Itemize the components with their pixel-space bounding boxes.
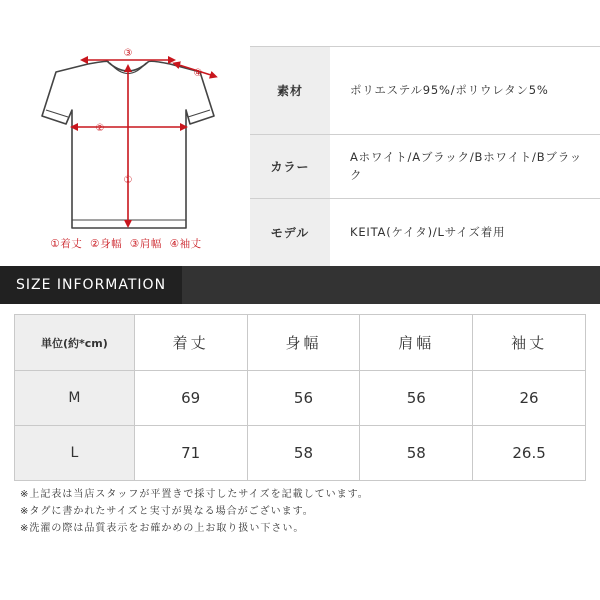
spec-table	[250, 46, 600, 267]
tshirt-outline	[0, 0, 250, 235]
size-table-header	[15, 315, 586, 371]
legend-length: ①着丈	[50, 238, 83, 250]
garment-diagram	[0, 0, 250, 262]
header-shoulder: 肩幅	[360, 315, 473, 371]
legend-width: ②身幅	[90, 238, 123, 250]
size-information-title: SIZE INFORMATION	[0, 266, 182, 304]
spec-row-color	[250, 135, 600, 199]
table-cell: 26.5	[473, 426, 586, 481]
table-cell: 56	[360, 371, 473, 426]
header-width: 身幅	[247, 315, 360, 371]
header-length: 着丈	[134, 315, 247, 371]
marker-width: ②	[95, 123, 105, 134]
size-label: L	[15, 426, 135, 481]
marker-length: ①	[123, 175, 133, 186]
spec-label: モデル	[250, 199, 330, 266]
table-cell: 58	[247, 426, 360, 481]
spec-label: カラー	[250, 135, 330, 198]
header-sleeve: 袖丈	[473, 315, 586, 371]
table-cell: 26	[473, 371, 586, 426]
spec-row-material	[250, 47, 600, 135]
size-label: M	[15, 371, 135, 426]
diagram-legend	[2, 236, 250, 251]
spec-value: ポリエステル95%/ポリウレタン5%	[350, 82, 549, 97]
table-cell: 58	[360, 426, 473, 481]
size-bar-tail	[182, 266, 600, 304]
notes	[20, 486, 590, 537]
spec-label: 素材	[250, 47, 330, 134]
unit-label: 単位(約*cm)	[15, 315, 135, 371]
spec-value: Aホワイト/Aブラック/Bホワイト/Bブラック	[350, 150, 583, 182]
note-line: ※洗濯の際は品質表示をお確かめの上お取り扱い下さい。	[20, 523, 305, 534]
marker-shoulder: ③	[123, 48, 133, 59]
table-row	[15, 426, 586, 481]
note-line: ※タグに書かれたサイズと実寸が異なる場合がございます。	[20, 506, 314, 517]
note-line: ※上記表は当店スタッフが平置きで採寸したサイズを記載しています。	[20, 489, 369, 500]
spec-row-model	[250, 199, 600, 267]
size-table	[14, 314, 586, 481]
marker-sleeve: ④	[193, 68, 203, 79]
legend-sleeve: ④袖丈	[169, 238, 202, 250]
table-row	[15, 371, 586, 426]
table-cell: 71	[134, 426, 247, 481]
table-cell: 56	[247, 371, 360, 426]
spec-value: KEITA(ケイタ)/Lサイズ着用	[350, 224, 506, 239]
table-cell: 69	[134, 371, 247, 426]
size-information-bar	[0, 266, 600, 304]
legend-shoulder: ③肩幅	[129, 238, 162, 250]
